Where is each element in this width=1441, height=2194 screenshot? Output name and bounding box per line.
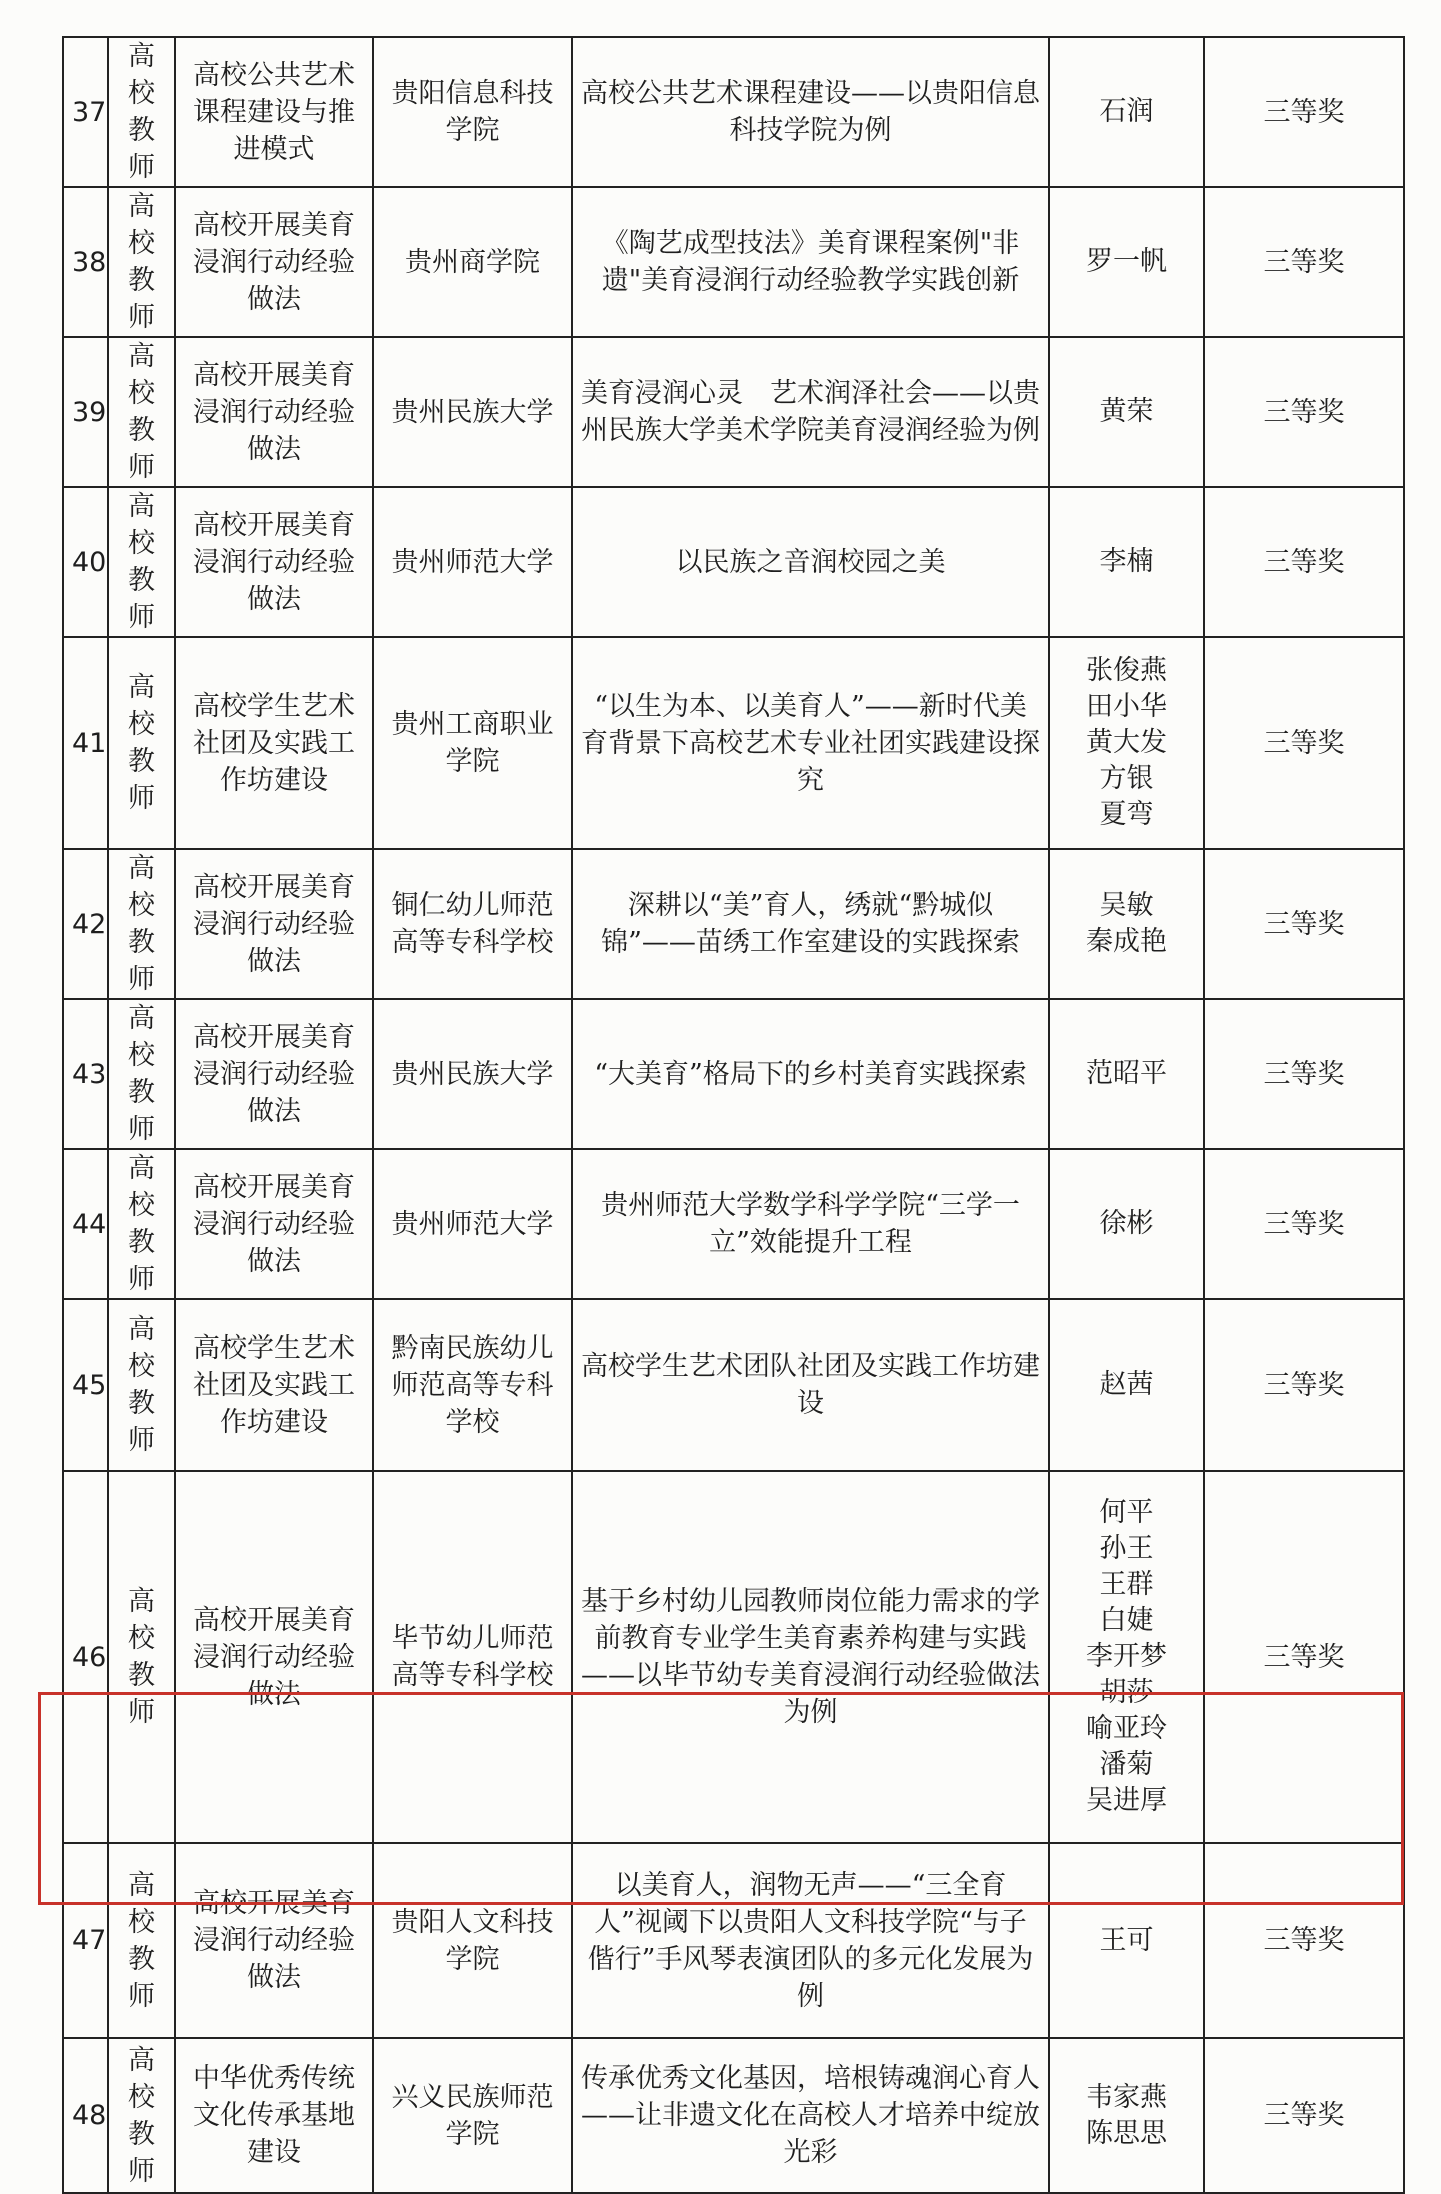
author-names-cell	[1049, 187, 1204, 337]
award-cell: 三等奖	[1204, 37, 1404, 187]
award-cell: 三等奖	[1204, 2038, 1404, 2193]
awards-table-body	[63, 37, 1404, 2193]
author-names-cell	[1049, 337, 1204, 487]
author-names-cell	[1049, 1843, 1204, 2038]
author-name: 罗一帆	[1086, 246, 1167, 277]
award-cell: 三等奖	[1204, 999, 1404, 1149]
project-type-cell: 高校开展美育浸润行动经验做法	[175, 1843, 373, 2038]
category-cell: 高校教师	[108, 37, 175, 187]
author-name: 夏弯	[1099, 799, 1154, 830]
author-name: 方银	[1099, 763, 1154, 794]
project-title-cell: “以生为本、以美育人”——新时代美育背景下高校艺术专业社团实践建设探究	[572, 637, 1049, 849]
school-cell: 铜仁幼儿师范高等专科学校	[373, 849, 572, 999]
project-type-cell: 高校公共艺术课程建设与推进模式	[175, 37, 373, 187]
author-name: 黄荣	[1099, 396, 1154, 427]
school-cell: 贵州师范大学	[373, 487, 572, 637]
row-number: 45	[63, 1299, 108, 1471]
author-name: 陈思思	[1086, 2117, 1167, 2149]
author-name: 黄大发	[1086, 727, 1167, 758]
author-names-cell	[1049, 1149, 1204, 1299]
school-cell: 贵州民族大学	[373, 337, 572, 487]
table-row	[63, 1299, 1404, 1471]
project-type-cell: 高校开展美育浸润行动经验做法	[175, 849, 373, 999]
author-name: 李楠	[1099, 546, 1154, 577]
category-cell: 高校教师	[108, 1843, 175, 2038]
school-cell: 兴义民族师范学院	[373, 2038, 572, 2193]
project-title-cell: 高校公共艺术课程建设——以贵阳信息科技学院为例	[572, 37, 1049, 187]
row-number: 43	[63, 999, 108, 1149]
project-type-cell: 中华优秀传统文化传承基地建设	[175, 2038, 373, 2193]
author-name: 石润	[1099, 96, 1154, 127]
project-title-cell: 高校学生艺术团队社团及实践工作坊建设	[572, 1299, 1049, 1471]
table-row	[63, 637, 1404, 849]
author-name: 何平	[1099, 1497, 1154, 1528]
project-title-cell: 深耕以“美”育人，绣就“黔城似锦”——苗绣工作室建设的实践探索	[572, 849, 1049, 999]
award-cell: 三等奖	[1204, 337, 1404, 487]
author-names-cell	[1049, 999, 1204, 1149]
category-cell: 高校教师	[108, 1471, 175, 1843]
author-name: 徐彬	[1099, 1208, 1154, 1239]
table-row	[63, 2038, 1404, 2193]
project-type-cell: 高校开展美育浸润行动经验做法	[175, 337, 373, 487]
row-number: 41	[63, 637, 108, 849]
project-title-cell: 以美育人，润物无声——“三全育人”视阈下以贵阳人文科技学院“与子偕行”手风琴表演团队的多元化发展为例	[572, 1843, 1049, 2038]
project-title-cell: 《陶艺成型技法》美育课程案例"非遗"美育浸润行动经验教学实践创新	[572, 187, 1049, 337]
author-names-cell	[1049, 2038, 1204, 2193]
project-type-cell: 高校开展美育浸润行动经验做法	[175, 999, 373, 1149]
row-number: 37	[63, 37, 108, 187]
school-cell: 贵阳人文科技学院	[373, 1843, 572, 2038]
school-cell: 贵州工商职业学院	[373, 637, 572, 849]
project-title-cell: “大美育”格局下的乡村美育实践探索	[572, 999, 1049, 1149]
table-row	[63, 487, 1404, 637]
category-cell: 高校教师	[108, 999, 175, 1149]
project-type-cell: 高校开展美育浸润行动经验做法	[175, 1149, 373, 1299]
author-name: 喻亚玲	[1086, 1713, 1167, 1744]
author-names-cell	[1049, 1471, 1204, 1843]
table-row	[63, 999, 1404, 1149]
row-number: 44	[63, 1149, 108, 1299]
award-cell: 三等奖	[1204, 1299, 1404, 1471]
category-cell: 高校教师	[108, 2038, 175, 2193]
category-cell: 高校教师	[108, 1149, 175, 1299]
school-cell: 贵州民族大学	[373, 999, 572, 1149]
school-cell: 毕节幼儿师范高等专科学校	[373, 1471, 572, 1843]
author-name: 孙王	[1099, 1533, 1154, 1564]
project-title-cell: 美育浸润心灵 艺术润泽社会——以贵州民族大学美术学院美育浸润经验为例	[572, 337, 1049, 487]
author-name: 胡莎	[1099, 1677, 1154, 1708]
author-name: 吴进厚	[1086, 1785, 1167, 1816]
category-cell: 高校教师	[108, 337, 175, 487]
project-type-cell: 高校学生艺术社团及实践工作坊建设	[175, 1299, 373, 1471]
school-cell: 黔南民族幼儿师范高等专科学校	[373, 1299, 572, 1471]
author-names-cell	[1049, 487, 1204, 637]
table-row	[63, 37, 1404, 187]
row-number: 38	[63, 187, 108, 337]
category-cell: 高校教师	[108, 849, 175, 999]
award-cell: 三等奖	[1204, 849, 1404, 999]
author-name: 张俊燕	[1086, 655, 1167, 686]
author-names-cell	[1049, 37, 1204, 187]
author-name: 赵茜	[1099, 1369, 1154, 1400]
project-type-cell: 高校开展美育浸润行动经验做法	[175, 487, 373, 637]
author-name: 范昭平	[1086, 1058, 1167, 1089]
award-cell: 三等奖	[1204, 1149, 1404, 1299]
project-type-cell: 高校开展美育浸润行动经验做法	[175, 187, 373, 337]
award-cell: 三等奖	[1204, 487, 1404, 637]
table-row	[63, 337, 1404, 487]
row-number: 42	[63, 849, 108, 999]
row-number: 48	[63, 2038, 108, 2193]
table-row	[63, 1149, 1404, 1299]
author-name: 潘菊	[1099, 1749, 1154, 1780]
author-name: 李开梦	[1086, 1641, 1167, 1672]
row-number: 39	[63, 337, 108, 487]
award-cell: 三等奖	[1204, 187, 1404, 337]
author-name: 秦成艳	[1086, 926, 1167, 957]
school-cell: 贵州师范大学	[373, 1149, 572, 1299]
project-title-cell: 贵州师范大学数学科学学院“三学一立”效能提升工程	[572, 1149, 1049, 1299]
author-name: 白婕	[1099, 1605, 1154, 1636]
school-cell: 贵阳信息科技学院	[373, 37, 572, 187]
author-name: 吴敏	[1099, 890, 1154, 921]
row-number: 46	[63, 1471, 108, 1843]
award-cell: 三等奖	[1204, 1843, 1404, 2038]
category-cell: 高校教师	[108, 1299, 175, 1471]
row-number: 47	[63, 1843, 108, 2038]
author-names-cell	[1049, 637, 1204, 849]
project-type-cell: 高校学生艺术社团及实践工作坊建设	[175, 637, 373, 849]
author-name: 王群	[1099, 1569, 1154, 1600]
table-row	[63, 849, 1404, 999]
table-row	[63, 1471, 1404, 1843]
author-name: 韦家燕	[1086, 2081, 1167, 2113]
category-cell: 高校教师	[108, 487, 175, 637]
row-number: 40	[63, 487, 108, 637]
project-title-cell: 传承优秀文化基因，培根铸魂润心育人——让非遗文化在高校人才培养中绽放光彩	[572, 2038, 1049, 2193]
table-row	[63, 187, 1404, 337]
project-title-cell: 基于乡村幼儿园教师岗位能力需求的学前教育专业学生美育素养构建与实践——以毕节幼专美育浸润行动经验做法为例	[572, 1471, 1049, 1843]
project-title-cell: 以民族之音润校园之美	[572, 487, 1049, 637]
category-cell: 高校教师	[108, 637, 175, 849]
award-cell: 三等奖	[1204, 1471, 1404, 1843]
author-name: 田小华	[1086, 691, 1167, 722]
project-type-cell: 高校开展美育浸润行动经验做法	[175, 1471, 373, 1843]
awards-table	[62, 36, 1405, 2194]
award-cell: 三等奖	[1204, 637, 1404, 849]
author-name: 王可	[1099, 1924, 1154, 1956]
author-names-cell	[1049, 1299, 1204, 1471]
author-names-cell	[1049, 849, 1204, 999]
category-cell: 高校教师	[108, 187, 175, 337]
school-cell: 贵州商学院	[373, 187, 572, 337]
table-row	[63, 1843, 1404, 2038]
